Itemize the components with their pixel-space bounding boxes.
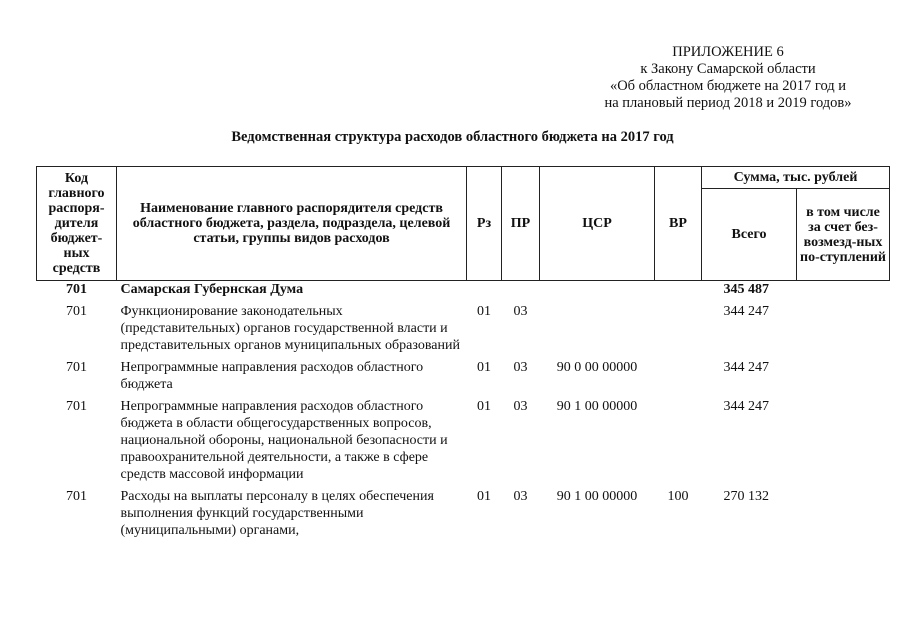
cell-gratuitous bbox=[797, 398, 890, 488]
cell-code: 701 bbox=[66, 489, 87, 504]
cell-code: 701 bbox=[66, 304, 87, 319]
cell-csr: 90 1 00 00000 bbox=[556, 489, 638, 504]
cell-csr bbox=[540, 281, 655, 304]
header-total: Всего bbox=[702, 189, 797, 281]
cell-name: Функционирование законодательных (представительных) органов государственной власти и представительных органов муниципальных образований bbox=[120, 304, 460, 353]
header-pr: ПР bbox=[502, 167, 540, 281]
cell-vr bbox=[655, 359, 702, 398]
cell-csr: 90 0 00 00000 bbox=[556, 360, 638, 375]
header-gratuitous: в том числе за счет без-возмезд-ных по-ступлений bbox=[797, 189, 890, 281]
cell-gratuitous bbox=[797, 303, 890, 359]
cell-vr bbox=[655, 281, 702, 304]
cell-rz: 01 bbox=[477, 304, 491, 319]
cell-gratuitous bbox=[797, 488, 890, 544]
cell-gratuitous bbox=[797, 281, 890, 304]
budget-table bbox=[36, 166, 890, 544]
cell-name: Непрограммные направления расходов областного бюджета bbox=[120, 360, 424, 392]
table-row bbox=[37, 398, 890, 488]
cell-code: 701 bbox=[66, 282, 87, 297]
cell-code: 701 bbox=[66, 360, 87, 375]
cell-vr bbox=[655, 303, 702, 359]
cell-vr bbox=[655, 398, 702, 488]
cell-pr: 03 bbox=[513, 489, 528, 504]
cell-total: 345 487 bbox=[723, 282, 769, 297]
header-vr: ВР bbox=[655, 167, 702, 281]
cell-rz: 01 bbox=[477, 399, 491, 414]
header-rz: Рз bbox=[467, 167, 502, 281]
cell-total: 344 247 bbox=[723, 304, 769, 319]
cell-gratuitous bbox=[797, 359, 890, 398]
header-code: Код главного распоря-дителя бюджет-ных средств bbox=[37, 167, 117, 281]
cell-code: 701 bbox=[66, 399, 87, 414]
header-name: Наименование главного распорядителя средств областного бюджета, раздела, подраздела, целевой статьи, группы видов расходов bbox=[117, 167, 467, 281]
table-row bbox=[37, 488, 890, 544]
cell-rz: 01 bbox=[477, 360, 491, 375]
cell-total: 344 247 bbox=[723, 360, 769, 375]
cell-rz: 01 bbox=[477, 489, 491, 504]
header-csr: ЦСР bbox=[540, 167, 655, 281]
appendix-block bbox=[578, 44, 878, 112]
appendix-line: к Закону Самарской области bbox=[640, 61, 816, 77]
header-sum: Сумма, тыс. рублей bbox=[702, 167, 890, 189]
cell-total: 344 247 bbox=[723, 399, 769, 414]
table-row bbox=[37, 303, 890, 359]
cell-rz bbox=[467, 281, 502, 304]
cell-name: Непрограммные направления расходов областного бюджета в области общегосударственных вопросов, национальной обороны, национальной безопасности и правоохранительной деятельности, а также в сфере средств массовой информации bbox=[120, 399, 448, 482]
cell-csr bbox=[540, 303, 655, 359]
document-title: Ведомственная структура расходов областного бюджета на 2017 год bbox=[231, 129, 674, 145]
cell-name: Расходы на выплаты персоналу в целях обеспечения выполнения функций государственными (муниципальными) органами, bbox=[120, 489, 434, 538]
cell-pr: 03 bbox=[513, 399, 528, 414]
appendix-line: на плановый период 2018 и 2019 годов» bbox=[604, 95, 852, 111]
cell-pr: 03 bbox=[513, 360, 528, 375]
cell-csr: 90 1 00 00000 bbox=[556, 399, 638, 414]
cell-pr: 03 bbox=[513, 304, 528, 319]
table-row bbox=[37, 359, 890, 398]
cell-total: 270 132 bbox=[723, 489, 769, 504]
appendix-line: ПРИЛОЖЕНИЕ 6 bbox=[672, 44, 784, 60]
table-row bbox=[37, 281, 890, 304]
appendix-line: «Об областном бюджете на 2017 год и bbox=[609, 78, 847, 94]
cell-vr: 100 bbox=[667, 489, 689, 504]
cell-pr bbox=[502, 281, 540, 304]
cell-name: Самарская Губернская Дума bbox=[120, 282, 304, 297]
